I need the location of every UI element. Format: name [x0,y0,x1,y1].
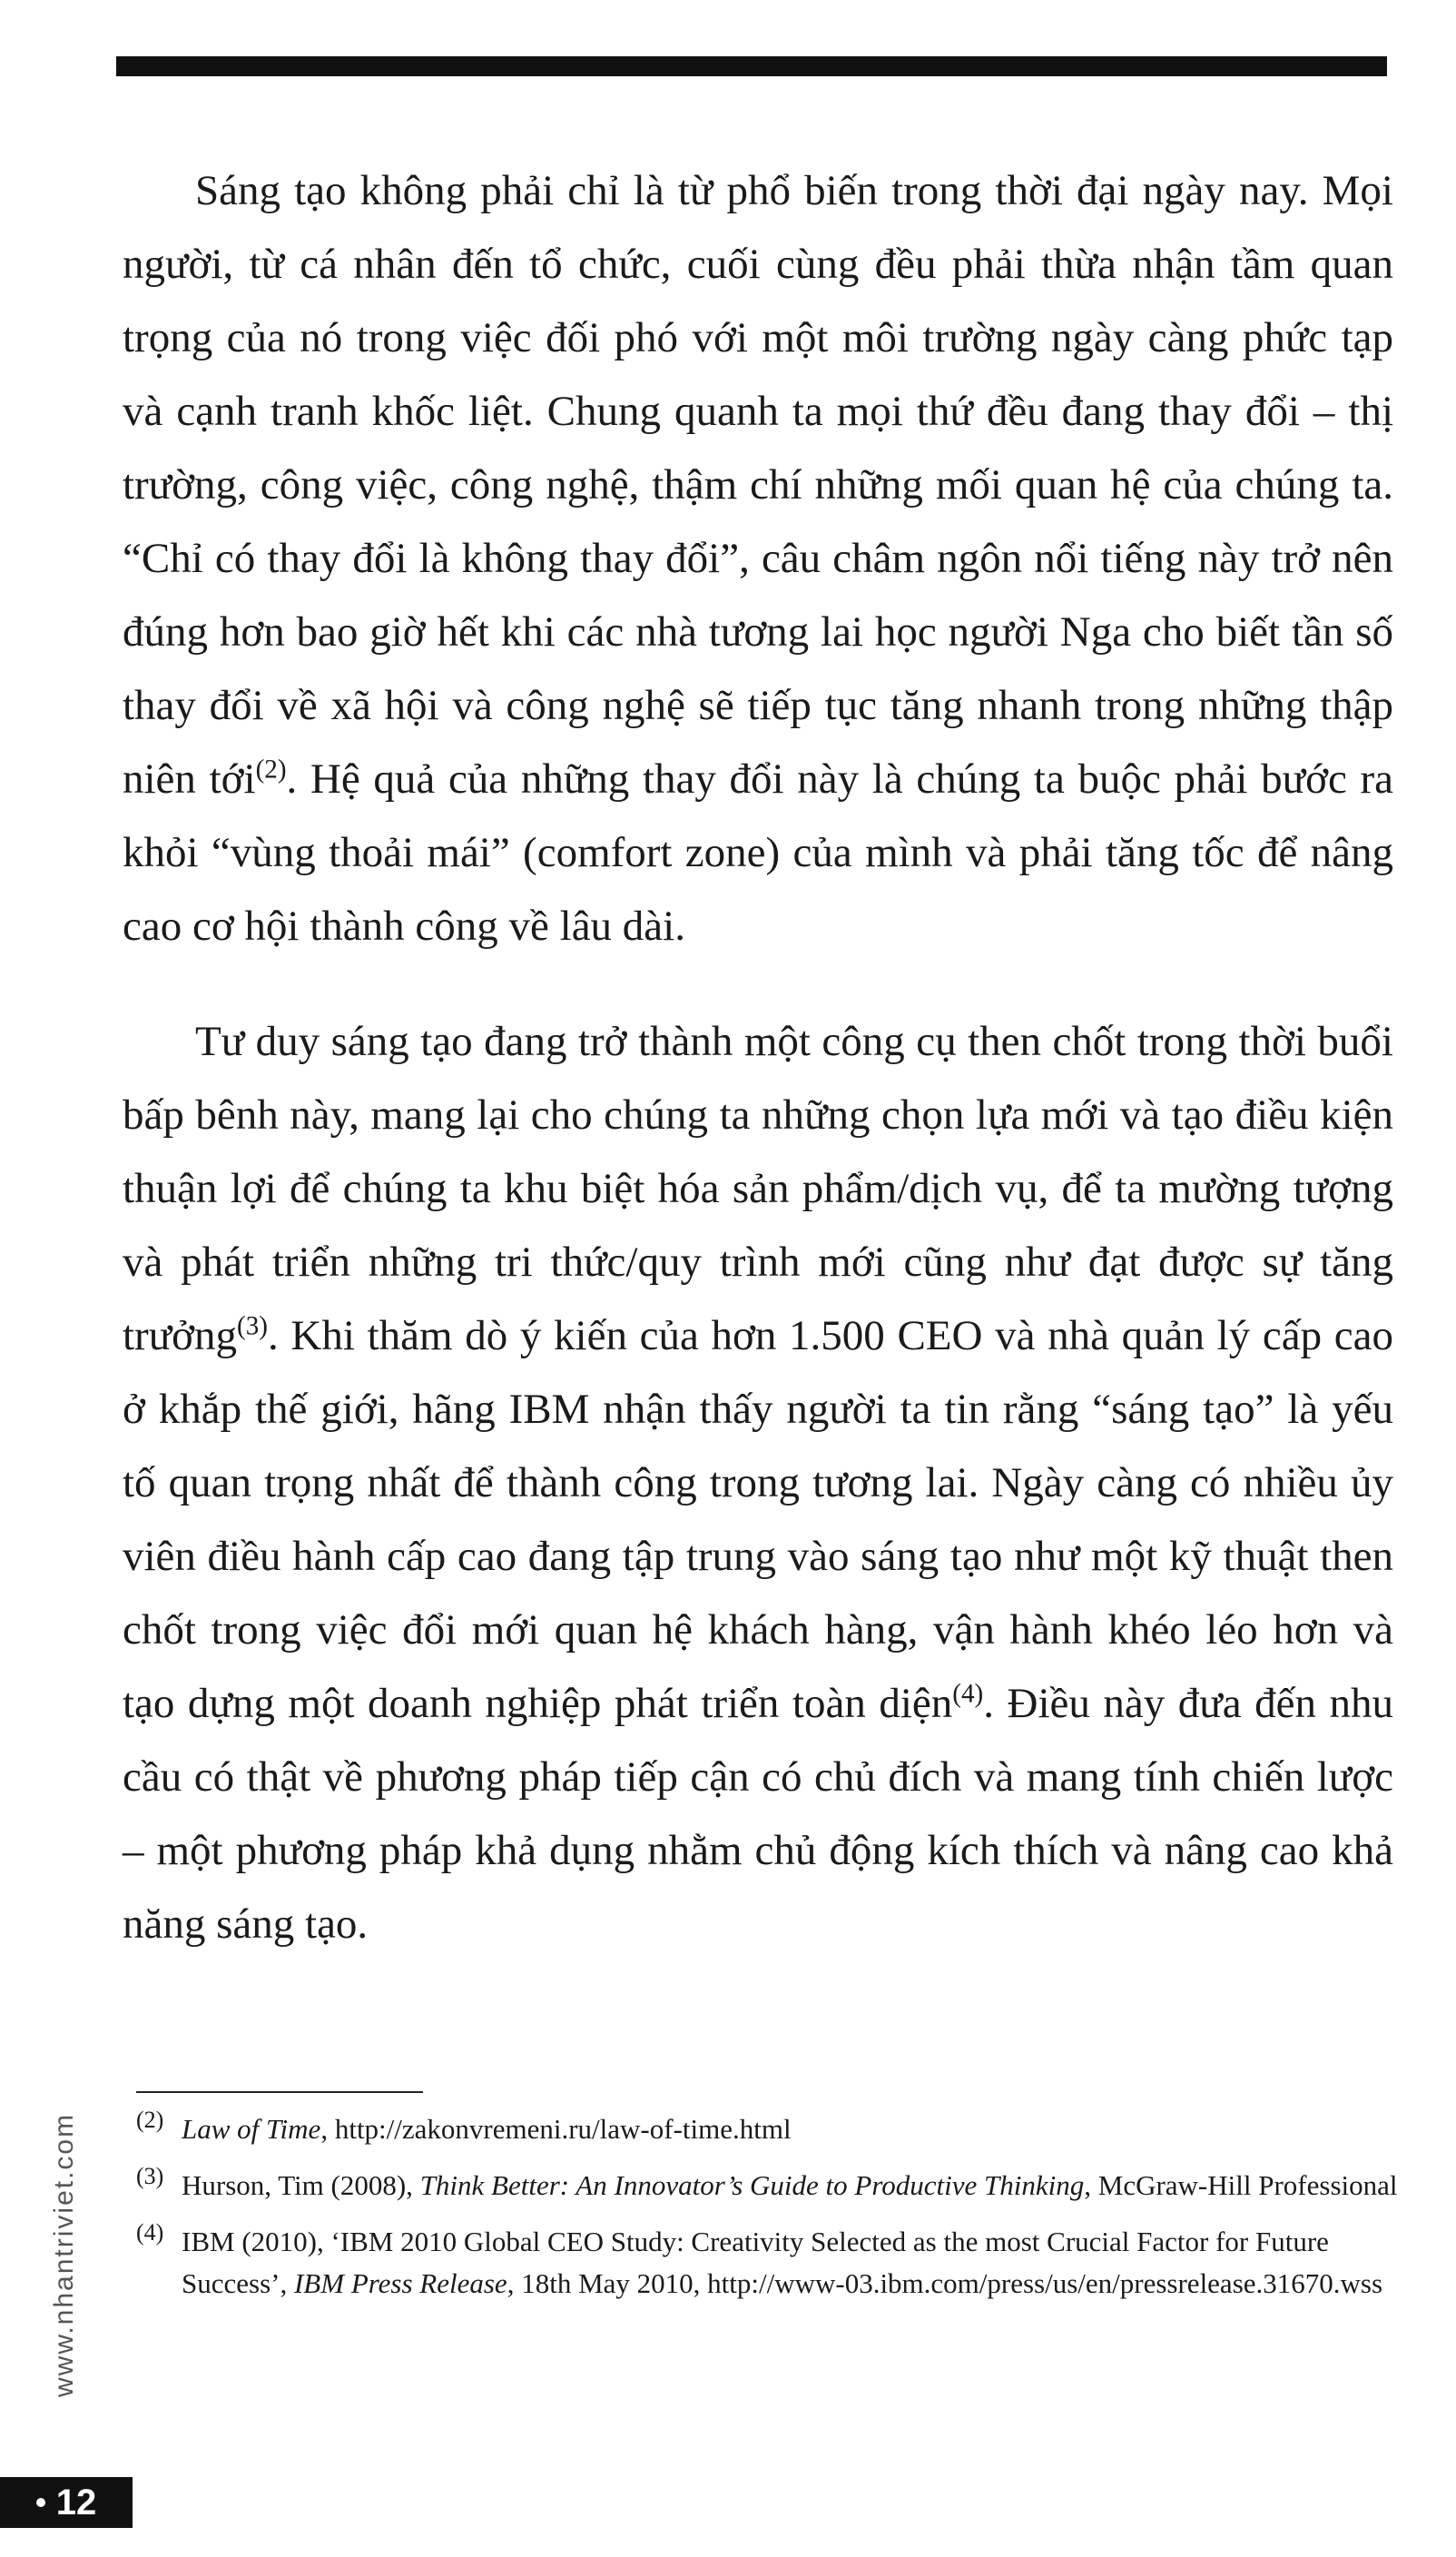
footnote-ref-2[interactable]: (2) [255,755,287,785]
top-rule [116,56,1387,76]
footnote-3: (3) Hurson, Tim (2008), Think Better: An Innovator’s Guide to Productive Thinking, McGraw-Hill Professional [136,2165,1398,2207]
bullet-icon [36,2498,45,2507]
publisher-url: www.nhantriviet.com [49,2112,79,2397]
footnote-4: (4) IBM (2010), ‘IBM 2010 Global CEO Study: Creativity Selected as the most Crucial Factor for Future Success’, IBM Press Release, 18th May 2010, http://www-03.ibm.com/press/us/en/pressrelease.31670.wss [136,2221,1398,2305]
footnote-number: (2) [136,2107,164,2133]
paragraph-1: Sáng tạo không phải chỉ là từ phổ biến trong thời đại ngày nay. Mọi người, từ cá nhân đến tổ chức, cuối cùng đều phải thừa nhận tầm quan trọng của nó trong việc đối phó với một môi trường ngày càng phức tạp và cạnh tranh khốc liệt. Chung quanh ta mọi thứ đều đang thay đổi – thị trường, công việc, công nghệ, thậm chí những mối quan hệ của chúng ta. “Chỉ có thay đổi là không thay đổi”, câu châm ngôn nổi tiếng này trở nên đúng hơn bao giờ hết khi các nhà tương lai học người Nga cho biết tần số thay đổi về xã hội và công nghệ sẽ tiếp tục tăng nhanh trong những thập niên tới$^{(2)}$. Hệ quả của những thay đổi này là chúng ta buộc phải bước ra khỏi “vùng thoải mái” (comfort zone) của mình và phải tăng tốc để nâng cao cơ hội thành công về lâu dài. [123,167,1393,950]
footnote-number: (4) [136,2219,164,2246]
main-text [123,154,1393,1961]
footnote-number: (3) [136,2163,164,2189]
page-number: 12 [55,2482,97,2522]
footnote-2: (2) Law of Time, http://zakonvremeni.ru/law-of-time.html [136,2108,1398,2150]
footnote-ref-3[interactable]: (3) [237,1311,269,1341]
footnote-divider [136,2091,423,2093]
footnote-ref-4[interactable]: (4) [952,1679,984,1709]
paragraph-2: Tư duy sáng tạo đang trở thành một công cụ then chốt trong thời buổi bấp bênh này, mang lại cho chúng ta những chọn lựa mới và tạo điều kiện thuận lợi để chúng ta khu biệt hóa sản phẩm/dịch vụ, để ta mường tượng và phát triển những tri thức/quy trình mới cũng như đạt được sự tăng trưởng$^{(3)}$. Khi thăm dò ý kiến của hơn 1.500 CEO và nhà quản lý cấp cao ở khắp thế giới, hãng IBM nhận thấy người ta tin rằng “sáng tạo” là yếu tố quan trọng nhất để thành công trong tương lai. Ngày càng có nhiều ủy viên điều hành cấp cao đang tập trung vào sáng tạo như một kỹ thuật then chốt trong việc đổi mới quan hệ khách hàng, vận hành khéo léo hơn và tạo dựng một doanh nghiệp phát triển toàn diện$^{(4)}$. Điều này đưa đến nhu cầu có thật về phương pháp tiếp cận có chủ đích và mang tính chiến lược – một phương pháp khả dụng nhằm chủ động kích thích và nâng cao khả năng sáng tạo. [123,1018,1393,1948]
page-number-badge [0,2477,133,2528]
footnotes [136,2108,1398,2319]
